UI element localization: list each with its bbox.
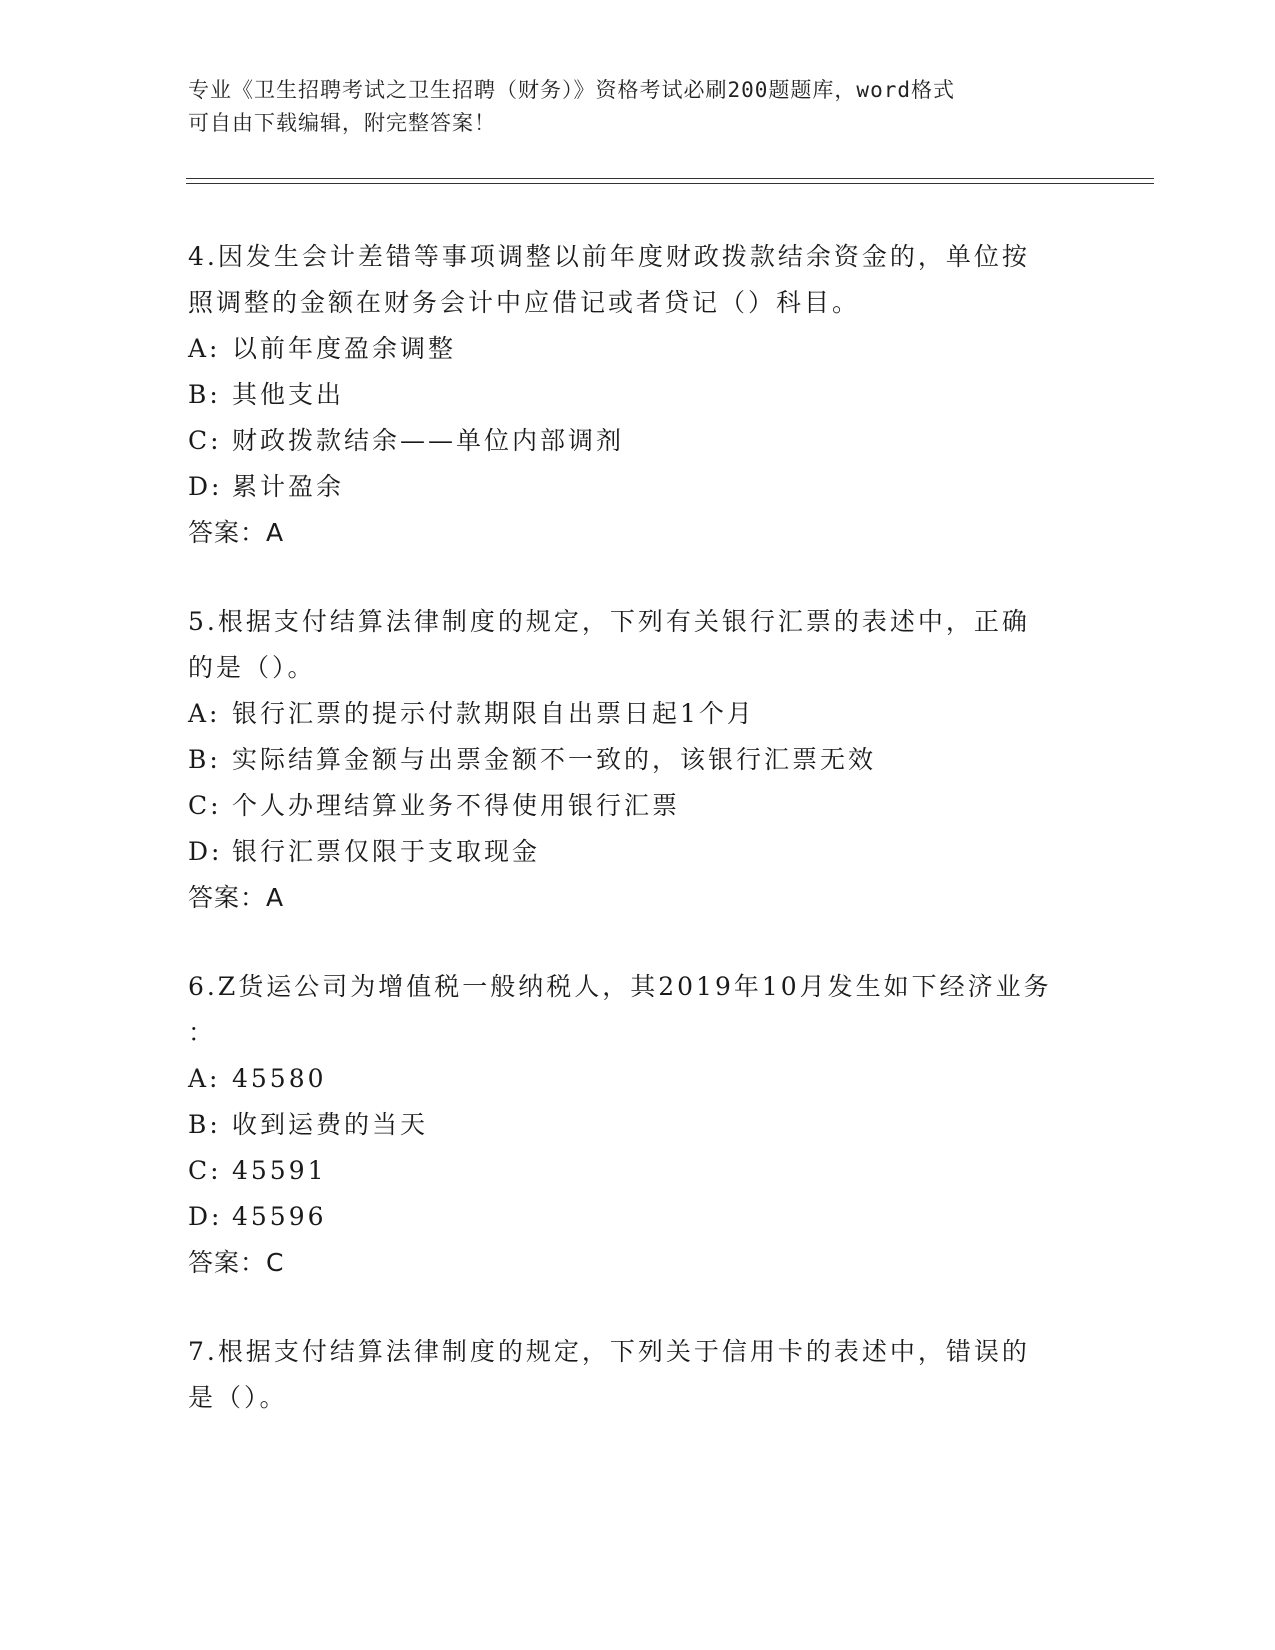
- option-text: 银行汇票的提示付款期限自出票日起1个月: [232, 699, 755, 728]
- option-text: 其他支出: [232, 380, 345, 409]
- answer-line: 答案：C: [188, 1248, 285, 1277]
- option-letter: A:: [188, 334, 221, 363]
- header-note: [188, 74, 1088, 140]
- option-a: [188, 691, 1088, 737]
- option-letter: C:: [188, 426, 222, 455]
- question-block: [188, 599, 1088, 921]
- option-text: 财政拨款结余——单位内部调剂: [232, 426, 625, 455]
- answer-line: 答案：A: [188, 883, 285, 912]
- option-letter: B:: [188, 1110, 221, 1139]
- option-letter: D:: [188, 1202, 223, 1231]
- option-letter: A:: [188, 1064, 221, 1093]
- option-a: [188, 1056, 1088, 1102]
- option-b: [188, 372, 1088, 418]
- option-b: [188, 737, 1088, 783]
- header-divider: [186, 183, 1154, 184]
- option-text: 45596: [232, 1202, 327, 1231]
- option-c: [188, 418, 1088, 464]
- option-letter: D:: [188, 472, 223, 501]
- option-text: 累计盈余: [232, 472, 345, 501]
- header-divider: [186, 178, 1154, 179]
- option-text: 实际结算金额与出票金额不一致的，该银行汇票无效: [232, 745, 877, 774]
- option-b: [188, 1102, 1088, 1148]
- option-text: 45580: [232, 1064, 327, 1093]
- option-d: [188, 829, 1088, 875]
- question-block: [188, 964, 1088, 1286]
- question-stem-line: 是（）。: [188, 1383, 288, 1412]
- option-text: 收到运费的当天: [232, 1110, 429, 1139]
- header-note-line: 可自由下载编辑，附完整答案！: [188, 111, 496, 135]
- option-text: 个人办理结算业务不得使用银行汇票: [232, 791, 681, 820]
- question-stem-line: 7.根据支付结算法律制度的规定，下列关于信用卡的表述中，错误的: [188, 1337, 1030, 1366]
- option-letter: B:: [188, 380, 221, 409]
- option-letter: B:: [188, 745, 221, 774]
- option-letter: C:: [188, 1156, 222, 1185]
- option-letter: A:: [188, 699, 221, 728]
- option-a: [188, 326, 1088, 372]
- question-stem-line: 5.根据支付结算法律制度的规定，下列有关银行汇票的表述中，正确: [188, 607, 1030, 636]
- question-stem-line: 照调整的金额在财务会计中应借记或者贷记（）科目。: [188, 288, 861, 317]
- option-c: [188, 1148, 1088, 1194]
- option-c: [188, 783, 1088, 829]
- option-text: 以前年度盈余调整: [232, 334, 457, 363]
- question-stem-line: 4.因发生会计差错等事项调整以前年度财政拨款结余资金的，单位按: [188, 242, 1030, 271]
- header-note-line: 专业《卫生招聘考试之卫生招聘（财务）》资格考试必刷200题题库，word格式: [188, 78, 955, 102]
- answer-line: 答案：A: [188, 518, 285, 547]
- question-stem-line: ：: [188, 1018, 217, 1047]
- option-letter: D:: [188, 837, 223, 866]
- question-stem-line: 6.Z货运公司为增值税一般纳税人，其2019年10月发生如下经济业务: [188, 972, 1052, 1001]
- option-letter: C:: [188, 791, 222, 820]
- question-block: [188, 234, 1088, 556]
- option-d: [188, 464, 1088, 510]
- question-stem-line: 的是（）。: [188, 653, 316, 682]
- question-block: [188, 1329, 1088, 1421]
- option-text: 45591: [232, 1156, 327, 1185]
- option-text: 银行汇票仅限于支取现金: [232, 837, 541, 866]
- option-d: [188, 1194, 1088, 1240]
